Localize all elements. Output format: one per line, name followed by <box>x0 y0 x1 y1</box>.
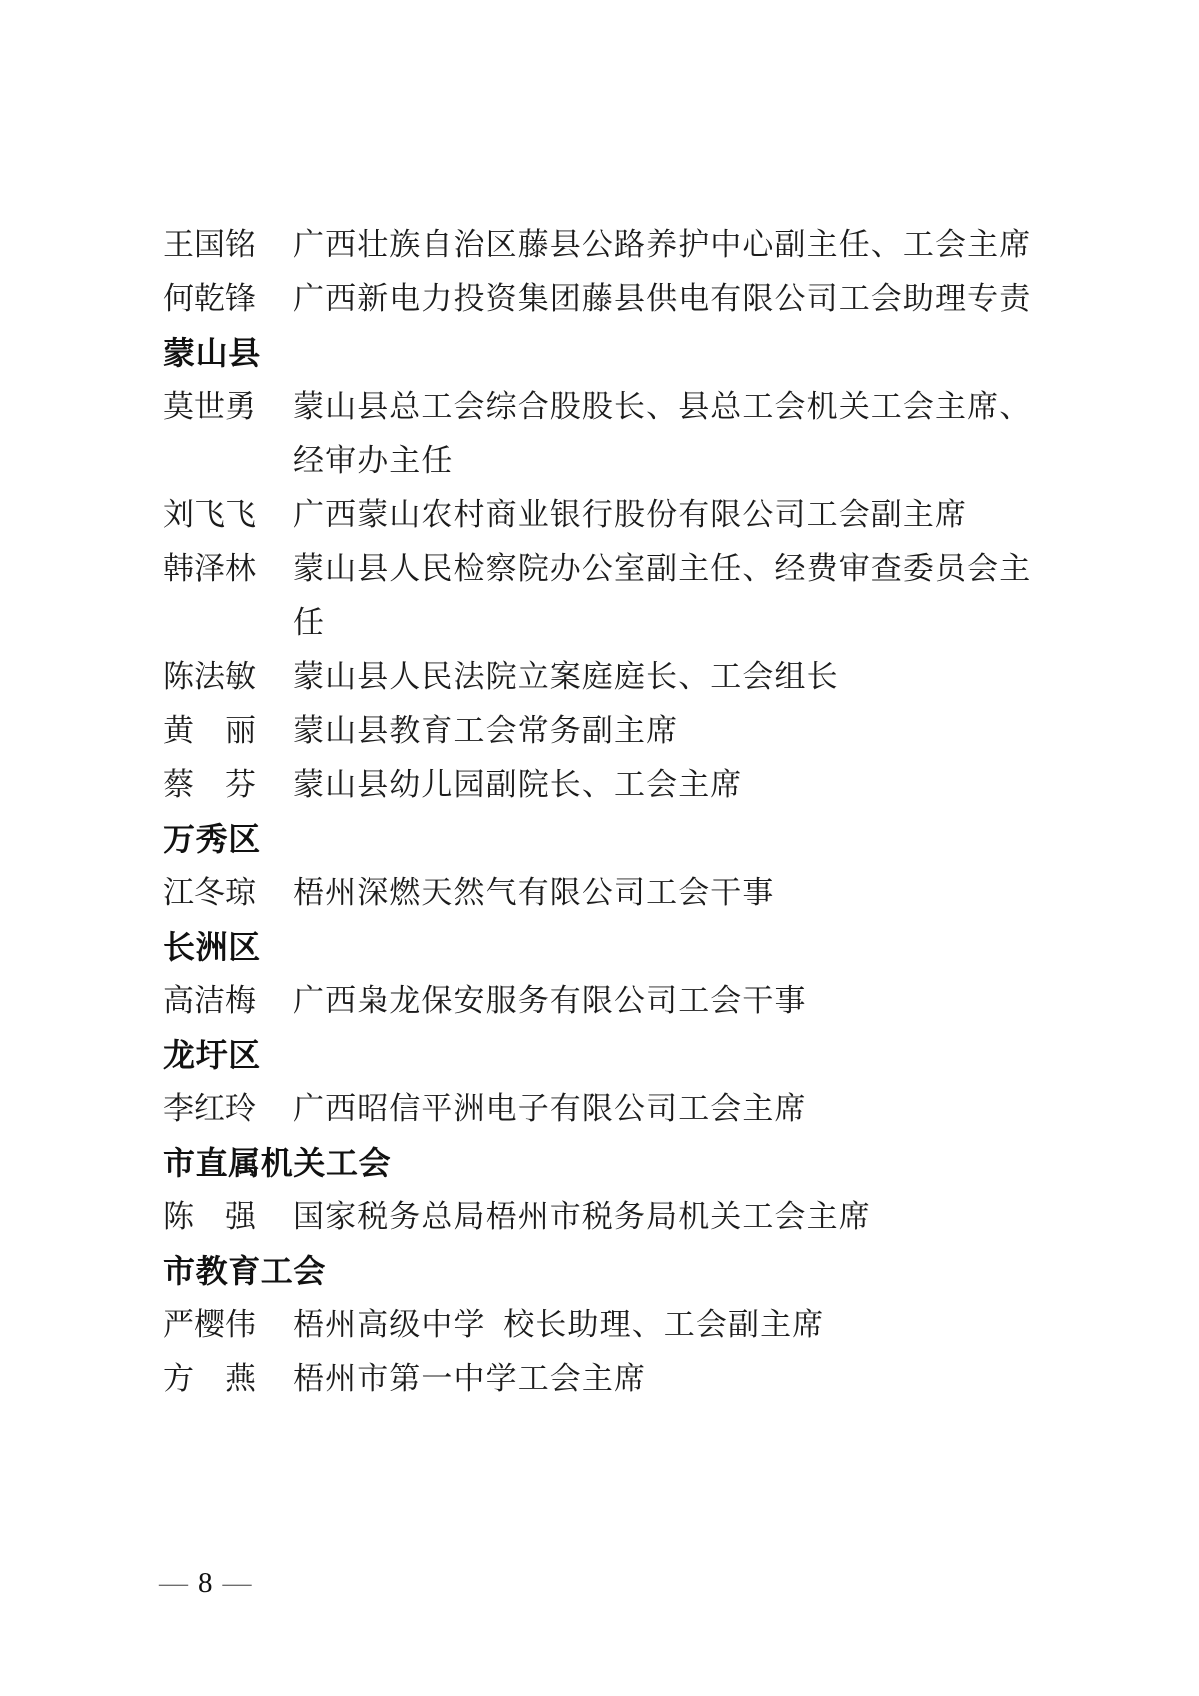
person-title-line: 广西壮族自治区藤县公路养护中心副主任、工会主席 <box>293 227 1032 262</box>
person-name: 高洁梅 <box>163 983 256 1018</box>
person-title-line: 蒙山县人民检察院办公室副主任、经费审查委员会主 <box>293 551 1032 586</box>
person-title-line: 蒙山县人民法院立案庭庭长、工会组长 <box>293 659 839 694</box>
person-title <box>293 704 1139 758</box>
person-title <box>293 1190 1139 1244</box>
person-name: 蔡 芬 <box>163 767 256 802</box>
roster-entry <box>163 272 1139 326</box>
roster-entry <box>163 1190 1139 1244</box>
person-title-line: 蒙山县教育工会常务副主席 <box>293 713 679 748</box>
person-title-line: 梧州深燃天然气有限公司工会干事 <box>293 875 775 910</box>
person-name: 韩泽林 <box>163 551 256 586</box>
section-heading: 市教育工会 <box>163 1253 327 1289</box>
page-number-dash-right: — <box>222 1567 252 1599</box>
person-title <box>293 542 1139 650</box>
person-title-line: 任 <box>293 605 326 640</box>
person-title-line: 梧州高级中学 校长助理、工会副主席 <box>293 1307 825 1342</box>
person-title <box>293 380 1139 488</box>
person-title <box>293 218 1139 272</box>
page-number-dash-left: — <box>159 1567 188 1599</box>
page-number <box>159 1563 252 1603</box>
person-title <box>293 650 1139 704</box>
person-name: 刘飞飞 <box>163 497 256 532</box>
person-name: 王国铭 <box>163 227 256 262</box>
person-name: 黄 丽 <box>163 713 256 748</box>
person-name: 江冬琼 <box>163 875 256 910</box>
roster-entry <box>163 866 1139 920</box>
person-title-line: 蒙山县幼儿园副院长、工会主席 <box>293 767 743 802</box>
person-name: 方 燕 <box>163 1361 256 1396</box>
person-name: 何乾锋 <box>163 281 256 316</box>
roster-entry <box>163 974 1139 1028</box>
person-name: 李红玲 <box>163 1091 256 1126</box>
person-title <box>293 272 1139 326</box>
person-title-line: 广西枭龙保安服务有限公司工会干事 <box>293 983 807 1018</box>
person-title-line: 广西蒙山农村商业银行股份有限公司工会副主席 <box>293 497 968 532</box>
roster-entry <box>163 542 1139 650</box>
section-heading: 万秀区 <box>163 821 261 857</box>
roster-entry <box>163 1082 1139 1136</box>
roster-entry <box>163 218 1139 272</box>
roster-entry <box>163 380 1139 488</box>
person-name: 莫世勇 <box>163 389 256 424</box>
section-heading: 龙圩区 <box>163 1037 261 1073</box>
person-title-line: 蒙山县总工会综合股股长、县总工会机关工会主席、 <box>293 389 1032 424</box>
person-title <box>293 758 1139 812</box>
person-title-line: 广西昭信平洲电子有限公司工会主席 <box>293 1091 807 1126</box>
person-title <box>293 866 1139 920</box>
roster-entry <box>163 650 1139 704</box>
person-title <box>293 1352 1139 1406</box>
section-heading: 蒙山县 <box>163 335 261 371</box>
roster-entry <box>163 488 1139 542</box>
person-name: 陈 强 <box>163 1199 256 1234</box>
person-title <box>293 1298 1139 1352</box>
section-heading: 长洲区 <box>163 929 261 965</box>
roster-entry <box>163 1298 1139 1352</box>
roster-entry <box>163 758 1139 812</box>
person-title <box>293 1082 1139 1136</box>
page-number-value: 8 <box>198 1567 213 1599</box>
person-title-line: 广西新电力投资集团藤县供电有限公司工会助理专责 <box>293 281 1032 316</box>
person-title-line: 梧州市第一中学工会主席 <box>293 1361 647 1396</box>
person-title-line: 经审办主任 <box>293 443 454 478</box>
person-title <box>293 488 1139 542</box>
person-title-line: 国家税务总局梧州市税务局机关工会主席 <box>293 1199 871 1234</box>
person-title <box>293 974 1139 1028</box>
section-heading: 市直属机关工会 <box>163 1145 392 1181</box>
person-name: 陈法敏 <box>163 659 256 694</box>
person-name: 严樱伟 <box>163 1307 256 1342</box>
roster-entry <box>163 704 1139 758</box>
roster-entry <box>163 1352 1139 1406</box>
